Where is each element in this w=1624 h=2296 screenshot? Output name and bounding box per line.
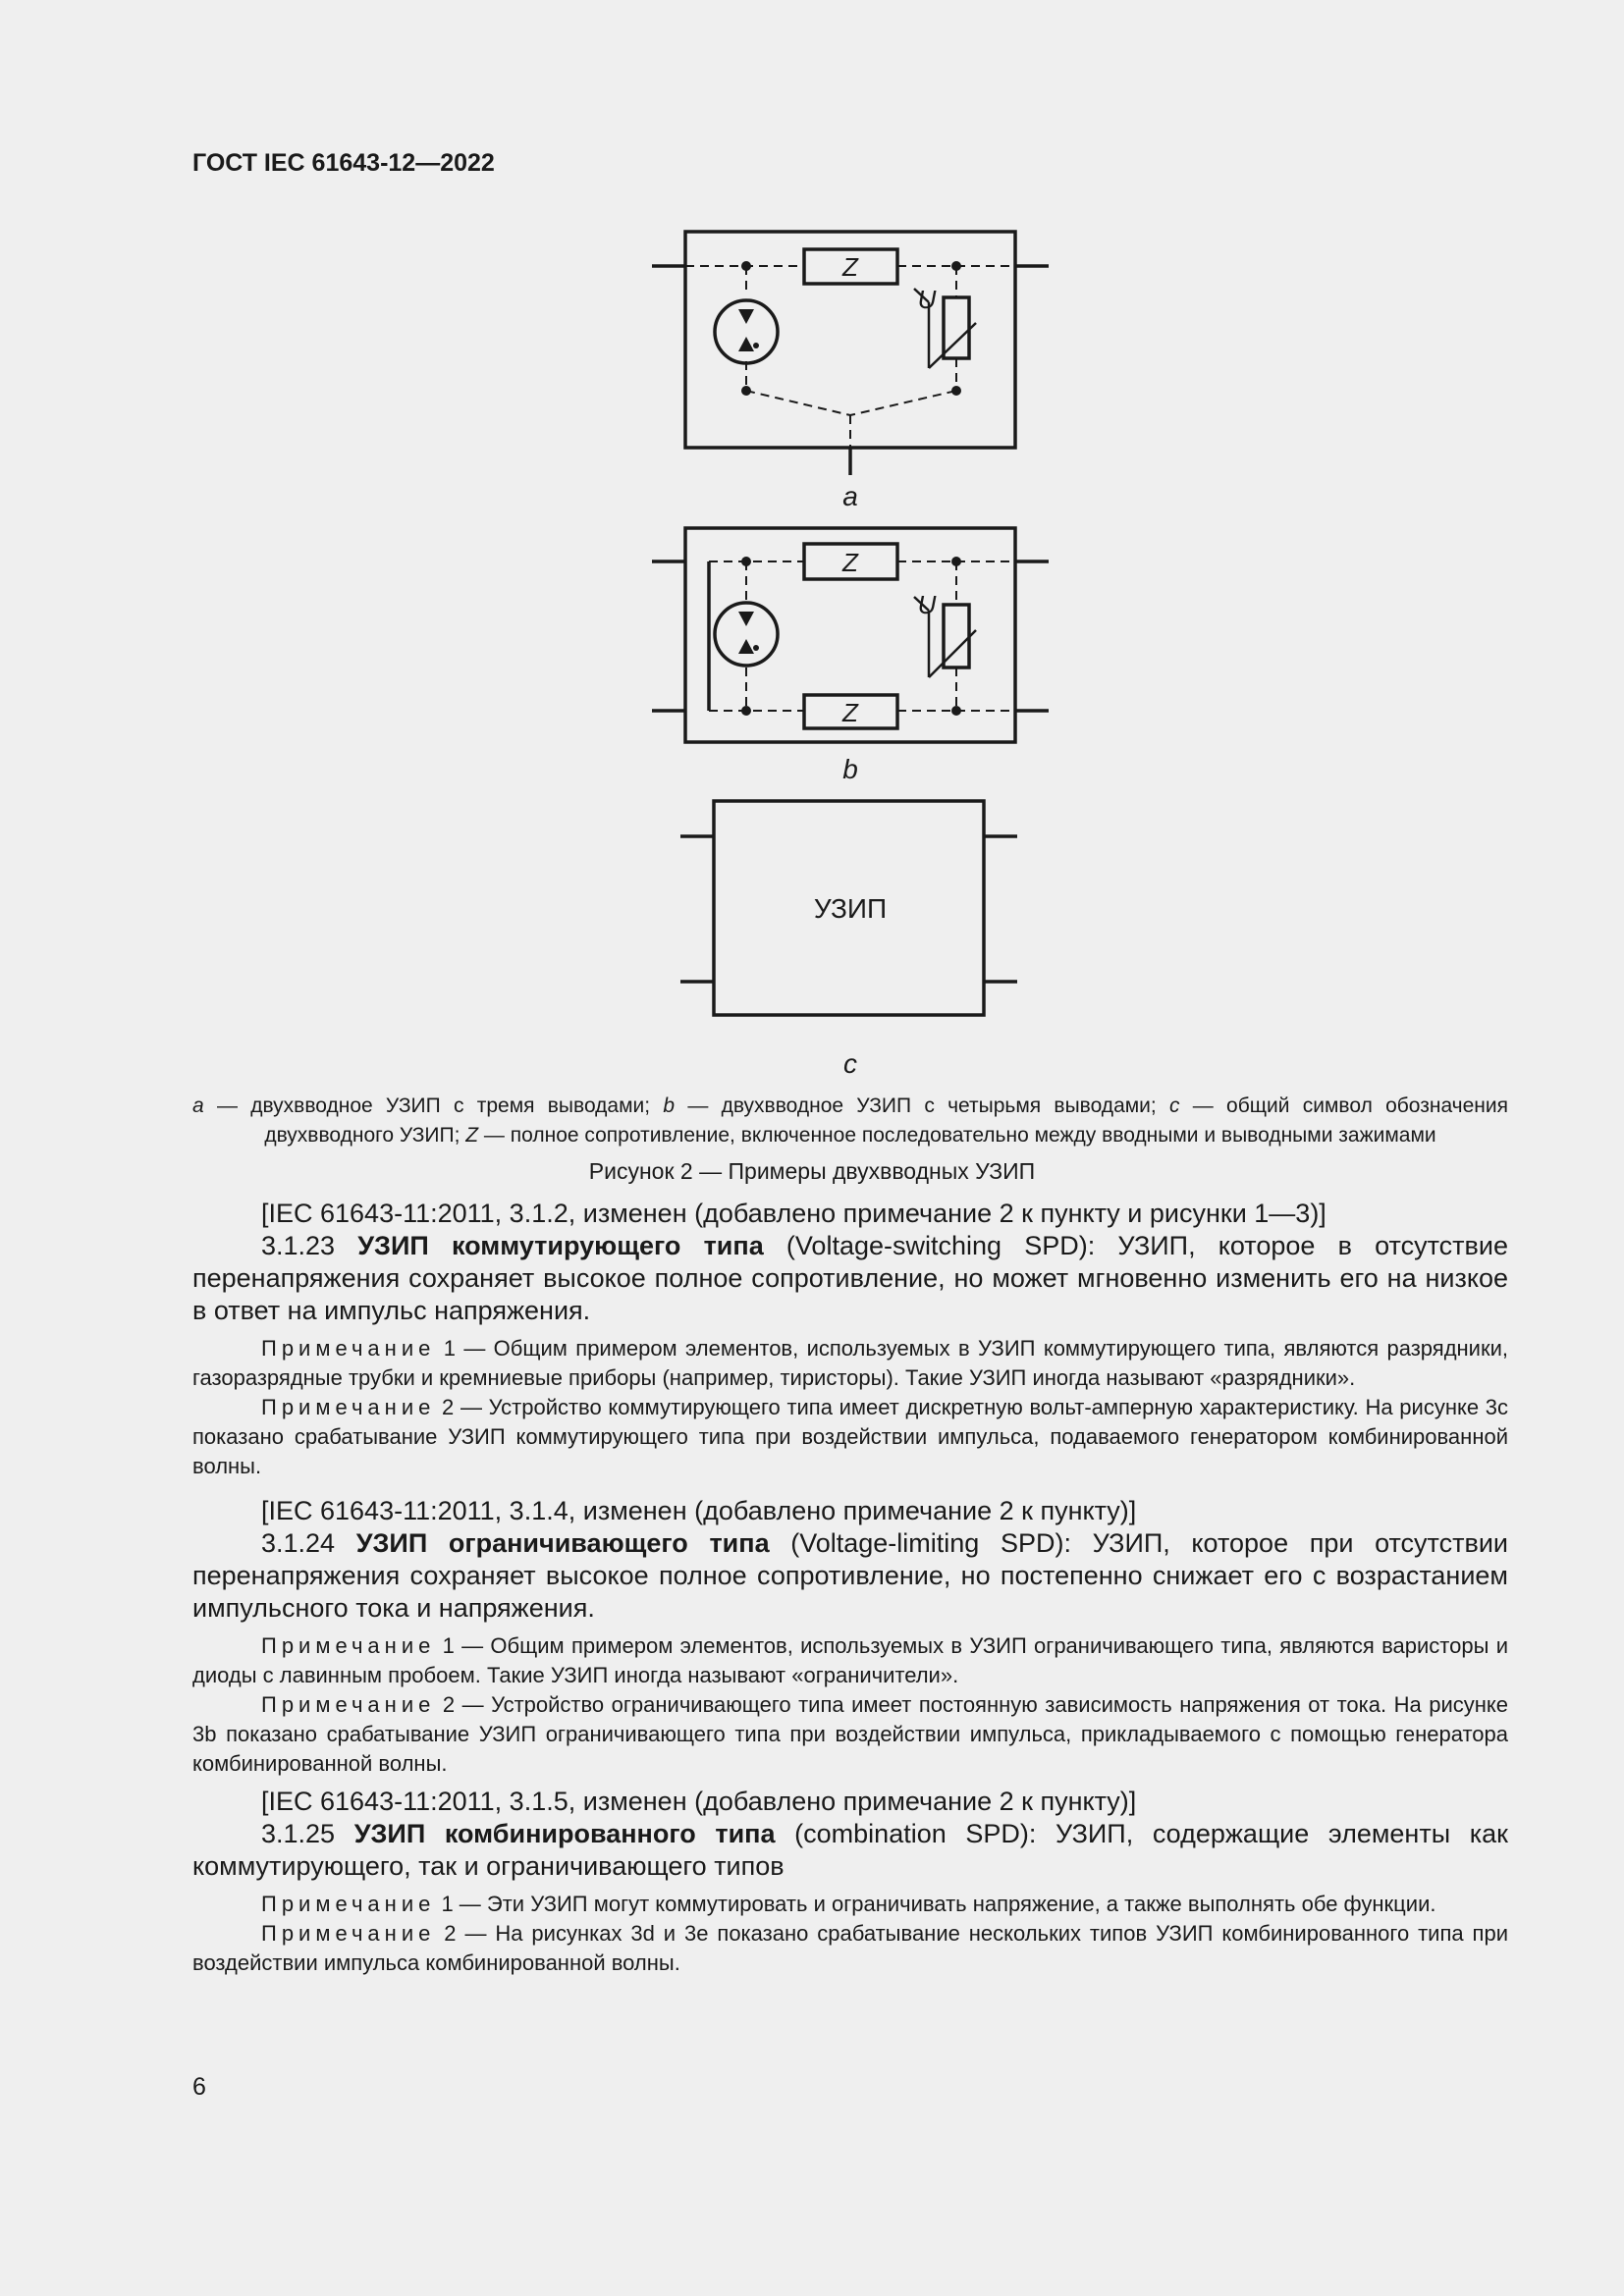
document-header: ГОСТ IEC 61643-12—2022 [192,149,495,177]
diagram-b-z-label-top: Z [842,548,858,577]
diagram-a-u-label: U [917,285,937,314]
diagram-b-z-label-bottom: Z [842,698,858,727]
note-3-1-25-2 [192,1919,1508,1978]
note-3-1-23-2 [192,1393,1508,1481]
term-number: 3.1.24 [261,1528,356,1558]
term-name: УЗИП ограничивающего типа [355,1528,770,1558]
legend-b-text: — двухвводное УЗИП с четырьмя выводами; [675,1095,1170,1117]
note-label: Примечание [261,1633,436,1658]
term-number: 3.1.25 [261,1819,354,1848]
reference-2: [IEC 61643-11:2011, 3.1.4, изменен (добавлено примечание 2 к пункту)] [261,1496,1137,1525]
note-label: Примечание [261,1336,436,1361]
note-3-1-25-1 [192,1890,1508,1919]
note-text: 1 — Общим примером элементов, используемых в УЗИП ограничивающего типа, являются варисторы и диоды с лавинным пробоем. Такие УЗИП иногда называют «ограничители». [192,1633,1508,1687]
legend-line2-pre: двухвводного УЗИП; [264,1124,466,1147]
note-text: 1 — Эти УЗИП могут коммутировать и ограничивать напряжение, а также выполнять обе функции. [435,1892,1436,1916]
term-name: УЗИП комбинированного типа [353,1819,776,1848]
note-text: 2 — Устройство ограничивающего типа имеет постоянную зависимость напряжения от тока. На рисунке 3b показано срабатывание УЗИП ограничивающего типа при воздействии импульса, прикладываемого с помощью генератора комбинированной волны. [192,1692,1508,1776]
diagram-c-caption: c [843,1048,857,1079]
term-definition: (Voltage-switching SPD): УЗИП, которое в отсутствие перенапряжения сохраняет высокое полное сопротивление, но может мгновенно изменить его на низкое в ответ на импульс напряжения. [192,1231,1508,1325]
note-3-1-24-1 [192,1631,1508,1690]
note-label: Примечание [261,1692,436,1717]
reference-1: [IEC 61643-11:2011, 3.1.2, изменен (добавлено примечание 2 к пункту и рисунки 1—3)] [261,1199,1326,1228]
figure-title: Рисунок 2 — Примеры двухвводных УЗИП [588,1158,1036,1184]
legend-line-2 [192,1121,1508,1150]
legend-z: Z [465,1124,479,1147]
legend-b: b [663,1095,676,1117]
figure-2-diagrams [0,0,1624,1090]
reference-3: [IEC 61643-11:2011, 3.1.5, изменен (добавлено примечание 2 к пункту)] [261,1787,1137,1816]
note-label: Примечание [261,1395,436,1419]
note-3-1-23-1 [192,1334,1508,1393]
diagram-a-z-label: Z [842,252,858,282]
figure-legend [192,1092,1508,1150]
term-3-1-25 [192,1818,1508,1883]
legend-a: a [192,1095,204,1117]
term-definition: (combination SPD): УЗИП, содержащие элементы как коммутирующего, так и ограничивающего типов [192,1819,1508,1881]
note-text: 2 — Устройство коммутирующего типа имеет дискретную вольт-амперную характеристику. На рисунке 3с показано срабатывание УЗИП коммутирующего типа при воздействии импульса, подаваемого генератором комбинированной волны. [192,1395,1508,1478]
note-text: 1 — Общим примером элементов, используемых в УЗИП коммутирующего типа, являются разрядники, газоразрядные трубки и кремниевые приборы (например, тиристоры). Такие УЗИП иногда называют «разрядники». [192,1336,1508,1390]
legend-a-text: — двухвводное УЗИП с тремя выводами; [203,1095,664,1117]
legend-c: c [1169,1095,1180,1117]
note-text: 2 — На рисунках 3d и 3e показано срабатывание нескольких типов УЗИП комбинированного типа при воздействии импульса комбинированной волны. [192,1921,1508,1975]
diagram-b-u-label: U [917,590,937,619]
term-definition: (Voltage-limiting SPD): УЗИП, которое при отсутствии перенапряжения сохраняет высокое полное сопротивление, но постепенно снижает его с возрастанием импульсного тока и напряжения. [192,1528,1508,1623]
term-name: УЗИП коммутирующего типа [357,1231,764,1260]
term-number: 3.1.23 [261,1231,358,1260]
diagram-b-caption: b [842,754,858,784]
term-3-1-24 [192,1527,1508,1625]
note-3-1-24-2 [192,1690,1508,1779]
page-number: 6 [192,2073,206,2101]
note-label: Примечание [261,1892,436,1916]
legend-line-1 [192,1092,1508,1121]
term-3-1-23 [192,1230,1508,1327]
diagram-a-caption: a [842,481,858,511]
legend-c-text: — общий символ обозначения [1179,1095,1508,1117]
note-label: Примечание [261,1921,436,1946]
legend-line2-post: — полное сопротивление, включенное последовательно между вводными и выводными зажимами [478,1124,1436,1147]
diagram-c-box-label: УЗИП [813,893,888,924]
document-body [192,1198,1508,1978]
